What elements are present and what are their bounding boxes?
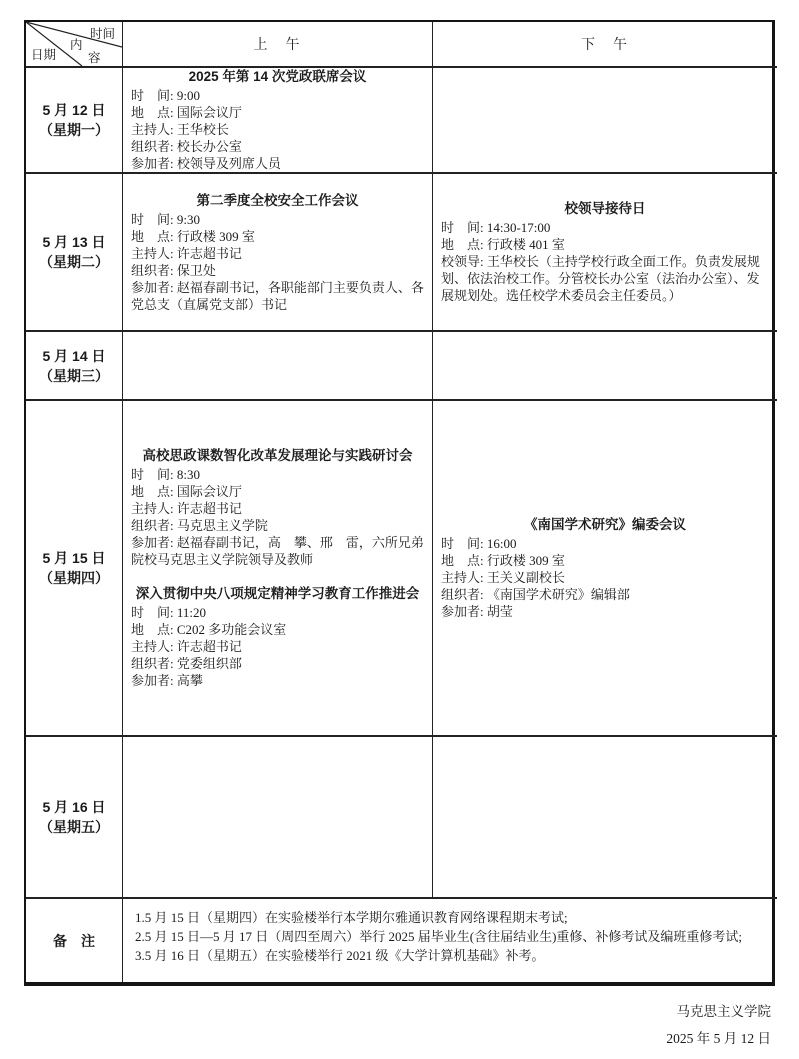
meeting-organizer: 组织者: 党委组织部 <box>131 656 242 671</box>
meeting-block <box>131 447 424 568</box>
date-text: 5 月 14 日 <box>42 347 106 364</box>
meeting-place: 地 点: 行政楼 401 室 <box>441 237 565 252</box>
meeting-leader-duty: 校领导: 王华校长（主持学校行政全面工作。负责发展规划、依法治校工作。分管校长办公室（法治办公室）、发展规划处。选任校学术委员会主任委员。） <box>441 254 760 303</box>
afternoon-cell-friday <box>432 735 777 897</box>
morning-cell-thursday <box>122 399 432 735</box>
meeting-time: 时 间: 9:00 <box>131 88 200 103</box>
date-cell-thursday <box>26 399 122 735</box>
meeting-title: 《南国学术研究》编委会议 <box>524 517 686 532</box>
meeting-organizer: 组织者: 《南国学术研究》编辑部 <box>441 587 630 602</box>
document-footer <box>666 998 771 1052</box>
meeting-title: 第二季度全校安全工作会议 <box>196 192 359 208</box>
weekly-schedule-table <box>24 20 775 986</box>
meeting-host: 主持人: 王华校长 <box>131 122 229 137</box>
remark-item: 3.5 月 16 日（星期五）在实验楼举行 2021 级《大学计算机基础》补考。 <box>135 948 545 963</box>
date-cell-tuesday <box>26 172 122 330</box>
meeting-participants: 参加者: 高攀 <box>131 673 203 688</box>
meeting-organizer: 组织者: 保卫处 <box>131 262 216 278</box>
meeting-participants: 参加者: 胡莹 <box>441 604 513 619</box>
meeting-organizer: 组织者: 校长办公室 <box>131 139 242 154</box>
date-cell-monday <box>26 66 122 172</box>
morning-cell-tuesday <box>122 172 432 330</box>
date-text: 5 月 13 日 <box>42 234 106 250</box>
morning-cell-friday <box>122 735 432 897</box>
meeting-participants: 参加者: 校领导及列席人员 <box>131 156 281 171</box>
meeting-place: 地 点: 国际会议厅 <box>131 484 242 499</box>
meeting-place: 地 点: C202 多功能会议室 <box>131 622 287 637</box>
meeting-place: 地 点: 行政楼 309 室 <box>441 553 565 568</box>
meeting-place: 地 点: 国际会议厅 <box>131 105 242 120</box>
column-header-morning: 上 午 <box>122 22 432 66</box>
weekday-text: （星期五） <box>39 819 109 835</box>
remarks-label-cell: 备 注 <box>26 897 122 982</box>
morning-cell-monday <box>122 66 432 172</box>
meeting-block <box>441 516 769 620</box>
meeting-block <box>131 68 424 172</box>
meeting-title: 深入贯彻中央八项规定精神学习教育工作推进会 <box>135 586 420 601</box>
corner-date-label: 日期 <box>31 48 57 62</box>
morning-cell-wednesday <box>122 330 432 399</box>
meeting-host: 主持人: 许志超书记 <box>131 501 242 516</box>
date-text: 5 月 16 日 <box>42 799 106 815</box>
meeting-time: 时 间: 8:30 <box>131 467 200 482</box>
date-text: 5 月 12 日 <box>42 102 106 118</box>
meeting-title: 2025 年第 14 次党政联席会议 <box>188 69 367 84</box>
meeting-block <box>131 192 424 313</box>
meeting-block <box>441 200 769 304</box>
meeting-place: 地 点: 行政楼 309 室 <box>131 228 255 244</box>
meeting-block <box>131 585 424 689</box>
afternoon-cell-thursday <box>432 399 777 735</box>
weekday-text: （星期一） <box>39 122 109 138</box>
footer-date: 2025 年 5 月 12 日 <box>666 1031 771 1046</box>
meeting-time: 时 间: 11:20 <box>131 605 206 620</box>
weekday-text: （星期四） <box>39 570 109 586</box>
footer-org-name: 马克思主义学院 <box>676 1004 771 1019</box>
meeting-host: 主持人: 许志超书记 <box>131 245 242 261</box>
afternoon-cell-wednesday <box>432 330 777 399</box>
meeting-host: 主持人: 许志超书记 <box>131 639 242 654</box>
meeting-time: 时 间: 14:30-17:00 <box>441 220 551 235</box>
meeting-time: 时 间: 16:00 <box>441 536 517 551</box>
remark-item: 2.5 月 15 日—5 月 17 日（周四至周六）举行 2025 届毕业生(含往届结业生)重修、补修考试及编班重修考试; <box>135 929 743 944</box>
column-header-afternoon: 下 午 <box>432 22 777 66</box>
date-text: 5 月 15 日 <box>42 550 106 566</box>
weekday-text: （星期二） <box>39 254 109 270</box>
meeting-time: 时 间: 9:30 <box>131 211 200 227</box>
corner-time-label: 时间 <box>89 27 115 41</box>
remarks-body-cell <box>122 897 777 982</box>
meeting-organizer: 组织者: 马克思主义学院 <box>131 518 268 533</box>
date-cell-friday <box>26 735 122 897</box>
meeting-title: 校领导接待日 <box>564 201 646 216</box>
meeting-participants: 参加者: 赵福春副书记，高 攀、邢 雷，六所兄弟院校马克思主义学院领导及教师 <box>131 535 424 567</box>
date-cell-wednesday <box>26 330 122 399</box>
afternoon-cell-monday <box>432 66 777 172</box>
meeting-title: 高校思政课数智化改革发展理论与实践研讨会 <box>142 448 413 463</box>
corner-header-cell <box>26 22 122 66</box>
remark-item: 1.5 月 15 日（星期四）在实验楼举行本学期尔雅通识教育网络课程期末考试; <box>135 910 568 925</box>
meeting-host: 主持人: 王关义副校长 <box>441 570 565 585</box>
weekday-text: （星期三） <box>39 367 109 384</box>
afternoon-cell-tuesday <box>432 172 777 330</box>
corner-content-label-part1: 内 <box>70 38 83 52</box>
meeting-participants: 参加者: 赵福春副书记，各职能部门主要负责人、各党总支（直属党支部）书记 <box>131 279 424 312</box>
corner-content-label-part2: 容 <box>88 51 101 65</box>
